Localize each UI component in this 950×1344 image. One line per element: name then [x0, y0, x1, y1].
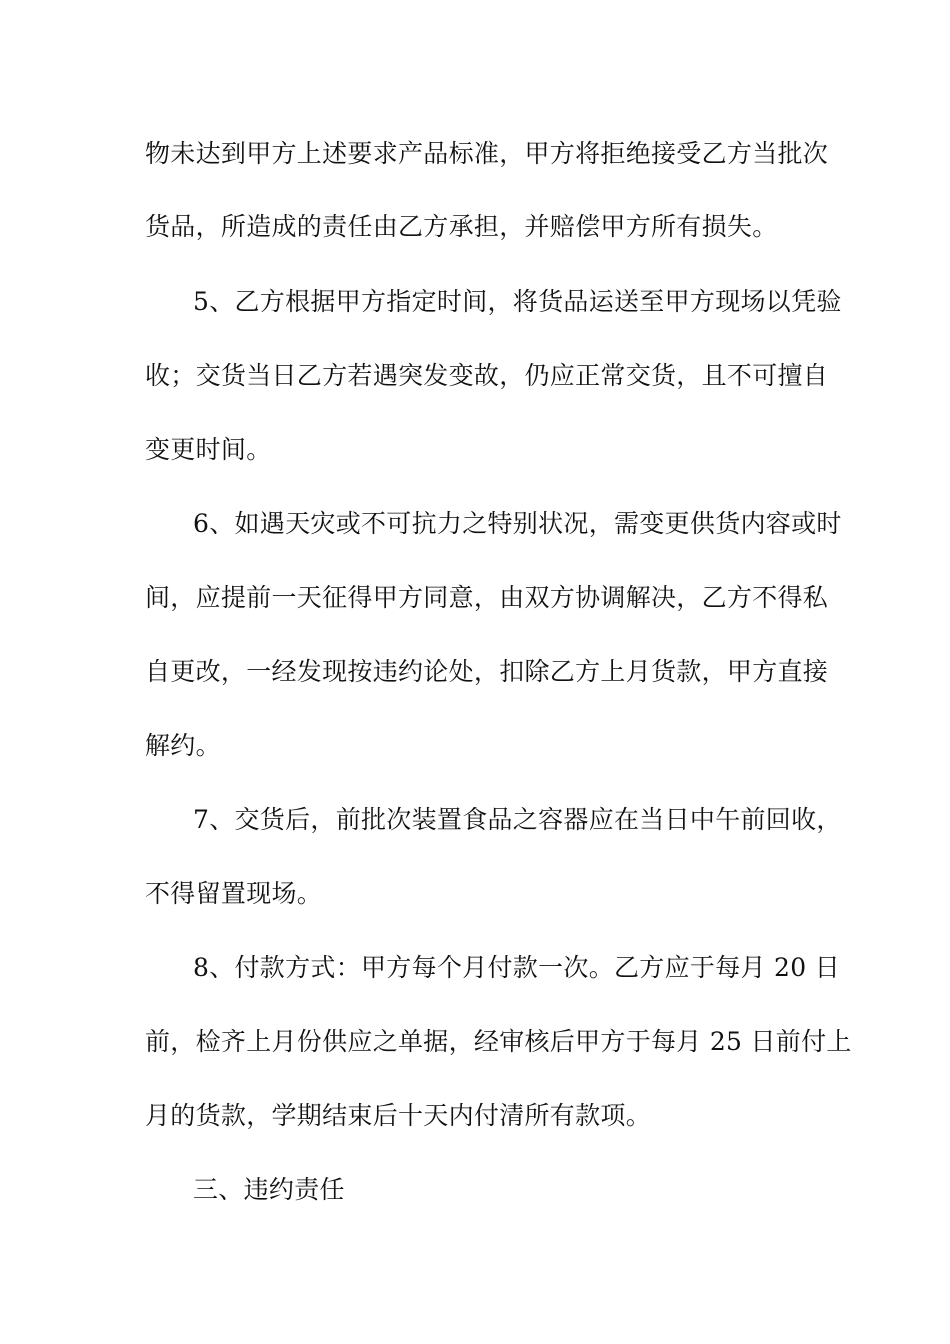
paragraph-line: 收；交货当日乙方若遇突发变故，仍应正常交货，且不可擅自	[145, 361, 829, 390]
paragraph-line: 物未达到甲方上述要求产品标准，甲方将拒绝接受乙方当批次	[145, 139, 829, 168]
section-heading: 三、违约责任	[193, 1175, 345, 1204]
paragraph-line: 不得留置现场。	[145, 879, 323, 908]
paragraph-line: 7、交货后，前批次装置食品之容器应在当日中午前回收，	[193, 805, 842, 834]
paragraph-line: 解约。	[145, 731, 221, 760]
paragraph-line: 前，检齐上月份供应之单据，经审核后甲方于每月 25 日前付上	[145, 1027, 852, 1056]
paragraph-line: 货品，所造成的责任由乙方承担，并赔偿甲方所有损失。	[145, 212, 778, 241]
paragraph-line: 月的货款，学期结束后十天内付清所有款项。	[145, 1101, 652, 1130]
paragraph-line: 间，应提前一天征得甲方同意，由双方协调解决，乙方不得私	[145, 583, 829, 612]
paragraph-line: 5、乙方根据甲方指定时间，将货品运送至甲方现场以凭验	[193, 287, 842, 316]
paragraph-line: 8、付款方式：甲方每个月付款一次。乙方应于每月 20 日	[193, 953, 841, 982]
paragraph-line: 6、如遇天灾或不可抗力之特别状况，需变更供货内容或时	[193, 509, 842, 538]
paragraph-line: 变更时间。	[145, 435, 272, 464]
paragraph-line: 自更改，一经发现按违约论处，扣除乙方上月货款，甲方直接	[145, 657, 829, 686]
